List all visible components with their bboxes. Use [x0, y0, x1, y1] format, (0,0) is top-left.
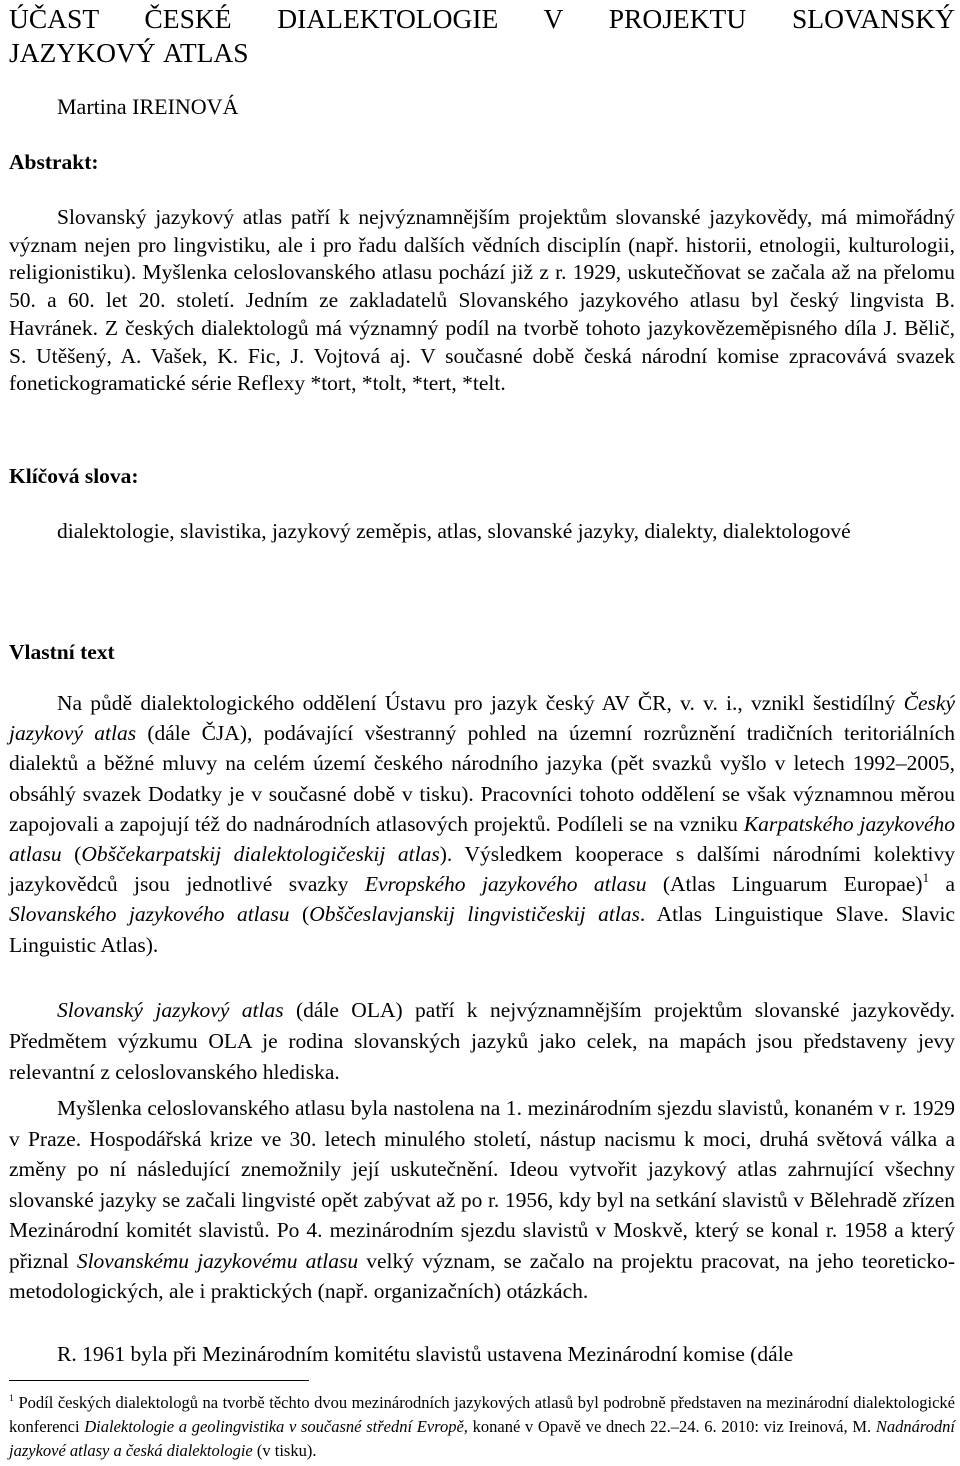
p1-italic-evropsky: Evropského jazykového atlasu — [364, 872, 647, 897]
footnote-number: 1 — [9, 1393, 14, 1405]
keywords-heading: Klíčová slova: — [9, 464, 139, 488]
p1-text: (dále ČJA), podávající všestranný pohled na územní rozrůznění tradičních teritoriálních dialektů a běžné mluvy na celém území českého národního jazyka (pět svazků vyšlo v letech 1992–2005, obsáhlý svazek Dodatky je v současné době v tisku). Pracovníci tohoto oddělení se však významnou měrou zapojovali a zapojují též do nadnárodních atlasových projektů. Podíleli se na vzniku — [9, 721, 955, 836]
footnote-text: (v tisku). — [252, 1441, 317, 1460]
author-name: Martina IREINOVÁ — [57, 94, 239, 119]
p2-text: (dále OLA) patří k nejvýznamnějším projektům slovanské jazykovědy. Předmětem výzkumu OLA je rodina slovanských jazyků jako celek, na mapách jsou představeny jevy relevantní z celoslovanského hlediska. — [9, 998, 955, 1084]
paragraph-2 — [9, 995, 955, 1087]
paragraph-4 — [9, 1339, 955, 1369]
footnote-ref: 1 — [922, 871, 930, 886]
p1-italic-obscekarpatskij: Obščekarpatskij dialektologičeskij atlas — [81, 842, 440, 867]
p3-italic: Slovanskému jazykovému atlasu — [76, 1248, 359, 1273]
footnote-separator — [9, 1380, 309, 1381]
p1-text: ( — [289, 902, 310, 927]
footnote-text: , konané v Opavě ve dnech 22.–24. 6. 2010: viz Ireinová, M. — [463, 1417, 876, 1436]
p4-text: R. 1961 byla při Mezinárodním komitétu slavistů ustavena Mezinárodní komise (dále — [57, 1342, 794, 1366]
p1-text: (Atlas Linguarum Europae) — [646, 872, 923, 897]
p2-italic: Slovanský jazykový atlas — [57, 998, 284, 1022]
paragraph-3 — [9, 1093, 955, 1307]
footnote-italic: Nadnárodní jazykové atlasy a česká dialektologie — [9, 1417, 955, 1460]
p1-italic-karpatsky: Karpatského jazykového atlasu — [9, 811, 955, 867]
keywords-text — [9, 516, 955, 546]
p1-text: a — [929, 872, 955, 897]
footnote-italic: Dialektologie a geolingvistika v současné střední Evropě — [84, 1417, 464, 1436]
keywords-body: dialektologie, slavistika, jazykový zeměpis, atlas, slovanské jazyky, dialekty, dialektologové — [57, 519, 851, 543]
section-heading: Vlastní text — [9, 640, 115, 664]
p1-italic-slovansky: Slovanského jazykového atlasu — [9, 902, 290, 927]
paragraph-1 — [9, 688, 955, 960]
p1-italic-cja: Český jazykový atlas — [9, 691, 955, 746]
p1-italic-obsceslavjanskij: Obščeslavjanskij lingvističeskij atlas — [309, 902, 640, 927]
abstract-text — [9, 204, 955, 398]
paper-title — [9, 2, 955, 70]
p1-text: ). Výsledkem kooperace s dalšími národními kolektivy jazykovědců jsou jednotlivé svazky — [9, 842, 955, 897]
p1-text: . Atlas Linguistique Slave. Slavic Linguistic Atlas). — [9, 902, 956, 957]
title-line-2: JAZYKOVÝ ATLAS — [9, 37, 249, 68]
p3-text: velký význam, se začalo na projektu pracovat, na jeho teoreticko-metodologických, ale i praktických (např. organizačních) otázkách. — [9, 1248, 955, 1303]
footnote-text: Podíl českých dialektologů na tvorbě těchto dvou mezinárodních jazykových atlasů byl podrobně představen na mezinárodní dialektologické konferenci — [9, 1393, 955, 1436]
p3-text: Myšlenka celoslovanského atlasu byla nastolena na 1. mezinárodním sjezdu slavistů, konaném v r. 1929 v Praze. Hospodářská krize ve 30. letech minulého století, nástup nacismu k moci, druhá světová válka a změny po ní následující znemožnily její uskutečnění. Ideou vytvořit jazykový atlas zahrnující všechny slovanské jazyky se začali lingvisté opět zabývat až po r. 1956, kdy byl na setkání slavistů v Bělehradě zřízen Mezinárodní komitét slavistů. Po 4. mezinárodním sjezdu slavistů v Moskvě, který se konal r. 1958 a který přiznal — [9, 1096, 955, 1273]
abstract-heading: Abstrakt: — [9, 150, 99, 174]
abstract-body: Slovanský jazykový atlas patří k nejvýznamnějším projektům slovanské jazykovědy, má mimořádný význam nejen pro lingvistiku, ale i pro řadu dalších vědních disciplín (např. historii, etnologii, kulturologii, religionistiku). Myšlenka celoslovanského atlasu pochází již z r. 1929, uskutečňovat se začala až na přelomu 50. a 60. let 20. století. Jedním ze zakladatelů Slovanského jazykového atlasu byl český lingvista B. Havránek. Z českých dialektologů má významný podíl na tvorbě tohoto jazykovězeměpisného díla J. Bělič, S. Utěšený, A. Vašek, K. Fic, J. Vojtová aj. V současné době česká národní komise zpracovává svazek fonetickogramatické série Reflexy *tort, *tolt, *tert, *telt. — [9, 205, 955, 396]
title-line-1: ÚČAST ČESKÉ DIALEKTOLOGIE V PROJEKTU SLOVANSKÝ — [9, 3, 955, 34]
p1-text: ( — [61, 842, 82, 867]
footnote — [9, 1391, 955, 1463]
p1-text: Na půdě dialektologického oddělení Ústavu pro jazyk český AV ČR, v. v. i., vznikl šestidílný — [57, 691, 904, 715]
